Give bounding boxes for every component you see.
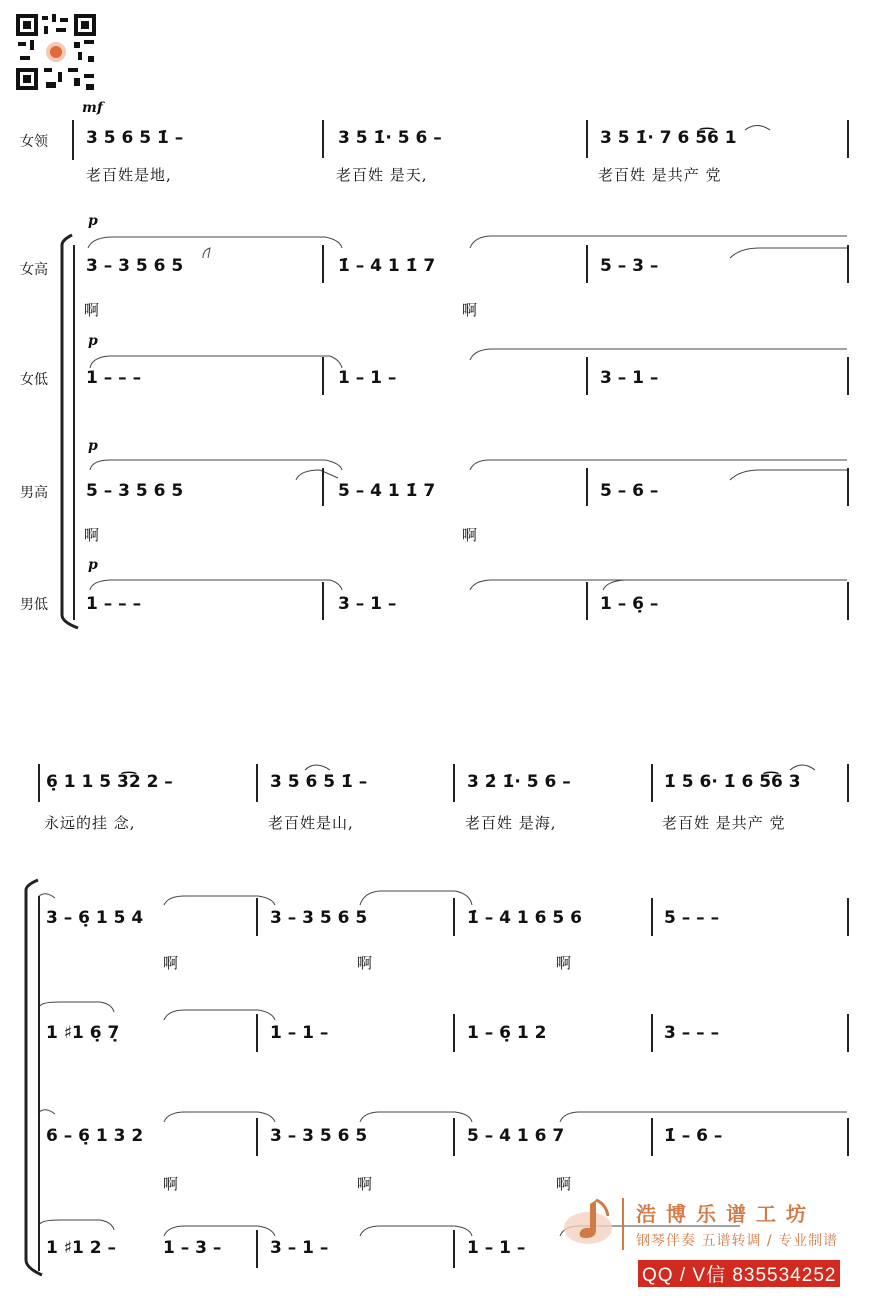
barline (73, 245, 75, 620)
barline (322, 245, 324, 283)
barline (651, 1118, 653, 1156)
barline (453, 1118, 455, 1156)
soprano-lyric: 啊 (556, 954, 573, 972)
barline (322, 582, 324, 620)
tenor-measure: 5 – 4 1 6 7 (467, 1126, 565, 1146)
alto-measure: 1 – 1 – (338, 368, 397, 388)
lead-measure: 6̣ 1 1 5 3͡2 2 – (46, 772, 173, 792)
lead-lyric: 老百姓 是共产 党 (662, 814, 786, 832)
watermark-subtitle: 钢琴伴奏 五谱转调 / 专业制谱 (636, 1233, 839, 1249)
barline (256, 1230, 258, 1268)
tenor-lyric: 啊 (462, 526, 479, 544)
alto-measure: 1 ♯1 6̣ 7̣ (46, 1023, 120, 1043)
bass-measure: 1 ♯1 2 – (46, 1238, 116, 1258)
barline (38, 764, 40, 802)
barline (256, 1118, 258, 1156)
barline (453, 898, 455, 936)
watermark-title: 浩博乐谱工坊 (636, 1202, 816, 1226)
lead-lyric: 老百姓是山, (268, 814, 354, 832)
barline (586, 245, 588, 283)
lead-measure: 1̇ 5 6· 1̇ 6 5͡6 3 (664, 772, 801, 792)
barline (847, 357, 849, 395)
soprano-lyric: 啊 (357, 954, 374, 972)
soprano-measure: 3 – 6̣ 1 5 4 (46, 908, 144, 928)
barline (586, 357, 588, 395)
barline (651, 1014, 653, 1052)
barline (322, 468, 324, 506)
alto-measure: 1 – 1 – (270, 1023, 329, 1043)
lead-lyric: 老百姓 是天, (336, 166, 428, 184)
lead-measure: 3 5 1̇· 5 6 – (338, 128, 442, 148)
part-label-bass: 男低 (20, 597, 48, 613)
tenor-measure: 1̇ – 6 – (664, 1126, 723, 1146)
lead-measure: 3 5 6 5 1̇ – (86, 128, 184, 148)
barline (322, 120, 324, 158)
tenor-lyric: 啊 (84, 526, 101, 544)
barline (256, 898, 258, 936)
tenor-measure: 5 – 3 5 6 5 (86, 481, 184, 501)
barline (586, 582, 588, 620)
barline (651, 764, 653, 802)
dynamic-mark: p (88, 557, 98, 573)
barline (322, 357, 324, 395)
dynamic-mark: p (88, 438, 98, 454)
tenor-measure: 6 – 6̣ 1 3 2 (46, 1126, 144, 1146)
tenor-measure: 5 – 4 1 1̇ 7 (338, 481, 436, 501)
barline (847, 898, 849, 936)
barline (847, 468, 849, 506)
dynamic-mark: p (88, 333, 98, 349)
lead-measure: 3 5 6 5 1̇ – (270, 772, 368, 792)
barline (651, 898, 653, 936)
barline (586, 120, 588, 158)
lead-measure: 3 5 1̇· 7 6 5͡6 1 (600, 128, 737, 148)
bass-measure: 3 – 1 – (338, 594, 397, 614)
soprano-measure: 3 – 3 5 6 5 (86, 256, 184, 276)
soprano-measure: 3 – 3 5 6 5 (270, 908, 368, 928)
barline (453, 1230, 455, 1268)
music-note-logo-icon (560, 1194, 624, 1254)
alto-measure: 1 – – – (86, 368, 142, 388)
tenor-lyric: 啊 (163, 1175, 180, 1193)
barline (847, 1118, 849, 1156)
barline (847, 582, 849, 620)
soprano-measure: 5 – – – (664, 908, 720, 928)
barline (38, 896, 40, 1271)
dynamic-mark: p (88, 213, 98, 229)
soprano-measure: 1̇ – 4 1 1̇ 7 (338, 256, 436, 276)
tenor-measure: 5 – 6 – (600, 481, 659, 501)
soprano-lyric: 啊 (462, 301, 479, 319)
bass-measure: 1 – 1 – (467, 1238, 526, 1258)
bass-measure: 1 – 6̣ – (600, 594, 659, 614)
barline (453, 1014, 455, 1052)
tenor-measure: 3 – 3 5 6 5 (270, 1126, 368, 1146)
tenor-lyric: 啊 (556, 1175, 573, 1193)
watermark-contact: QQ / V信 835534252 (638, 1260, 840, 1287)
soprano-measure: 5 – 3 – (600, 256, 659, 276)
barline (847, 120, 849, 158)
soprano-lyric: 啊 (163, 954, 180, 972)
tenor-lyric: 啊 (357, 1175, 374, 1193)
part-label-alto: 女低 (20, 372, 48, 388)
dynamic-mark: mf (82, 100, 103, 116)
barline (847, 764, 849, 802)
alto-measure: 1 – 6̣ 1 2 (467, 1023, 547, 1043)
lead-lyric: 老百姓是地, (86, 166, 172, 184)
lead-lyric: 老百姓 是海, (465, 814, 557, 832)
barline (256, 764, 258, 802)
soprano-measure: 1̇ – 4 1 6 5 6 (467, 908, 582, 928)
lead-lyric: 老百姓 是共产 党 (598, 166, 722, 184)
barline (256, 1014, 258, 1052)
alto-measure: 3 – – – (664, 1023, 720, 1043)
watermark (560, 1194, 890, 1294)
barline (847, 245, 849, 283)
lead-lyric: 永远的挂 念, (44, 814, 136, 832)
part-label-tenor: 男高 (20, 485, 48, 501)
barline (847, 1014, 849, 1052)
lead-measure: 3 2̇ 1̇· 5 6 – (467, 772, 571, 792)
barline (586, 468, 588, 506)
alto-measure: 3 – 1 – (600, 368, 659, 388)
part-label-soprano: 女高 (20, 262, 48, 278)
bass-measure: 3 – 1 – (270, 1238, 329, 1258)
bass-measure: 1 – – – (86, 594, 142, 614)
bass-measure: 1 – 3 – (163, 1238, 222, 1258)
soprano-lyric: 啊 (84, 301, 101, 319)
barline (453, 764, 455, 802)
part-label-lead: 女领 (20, 134, 48, 150)
